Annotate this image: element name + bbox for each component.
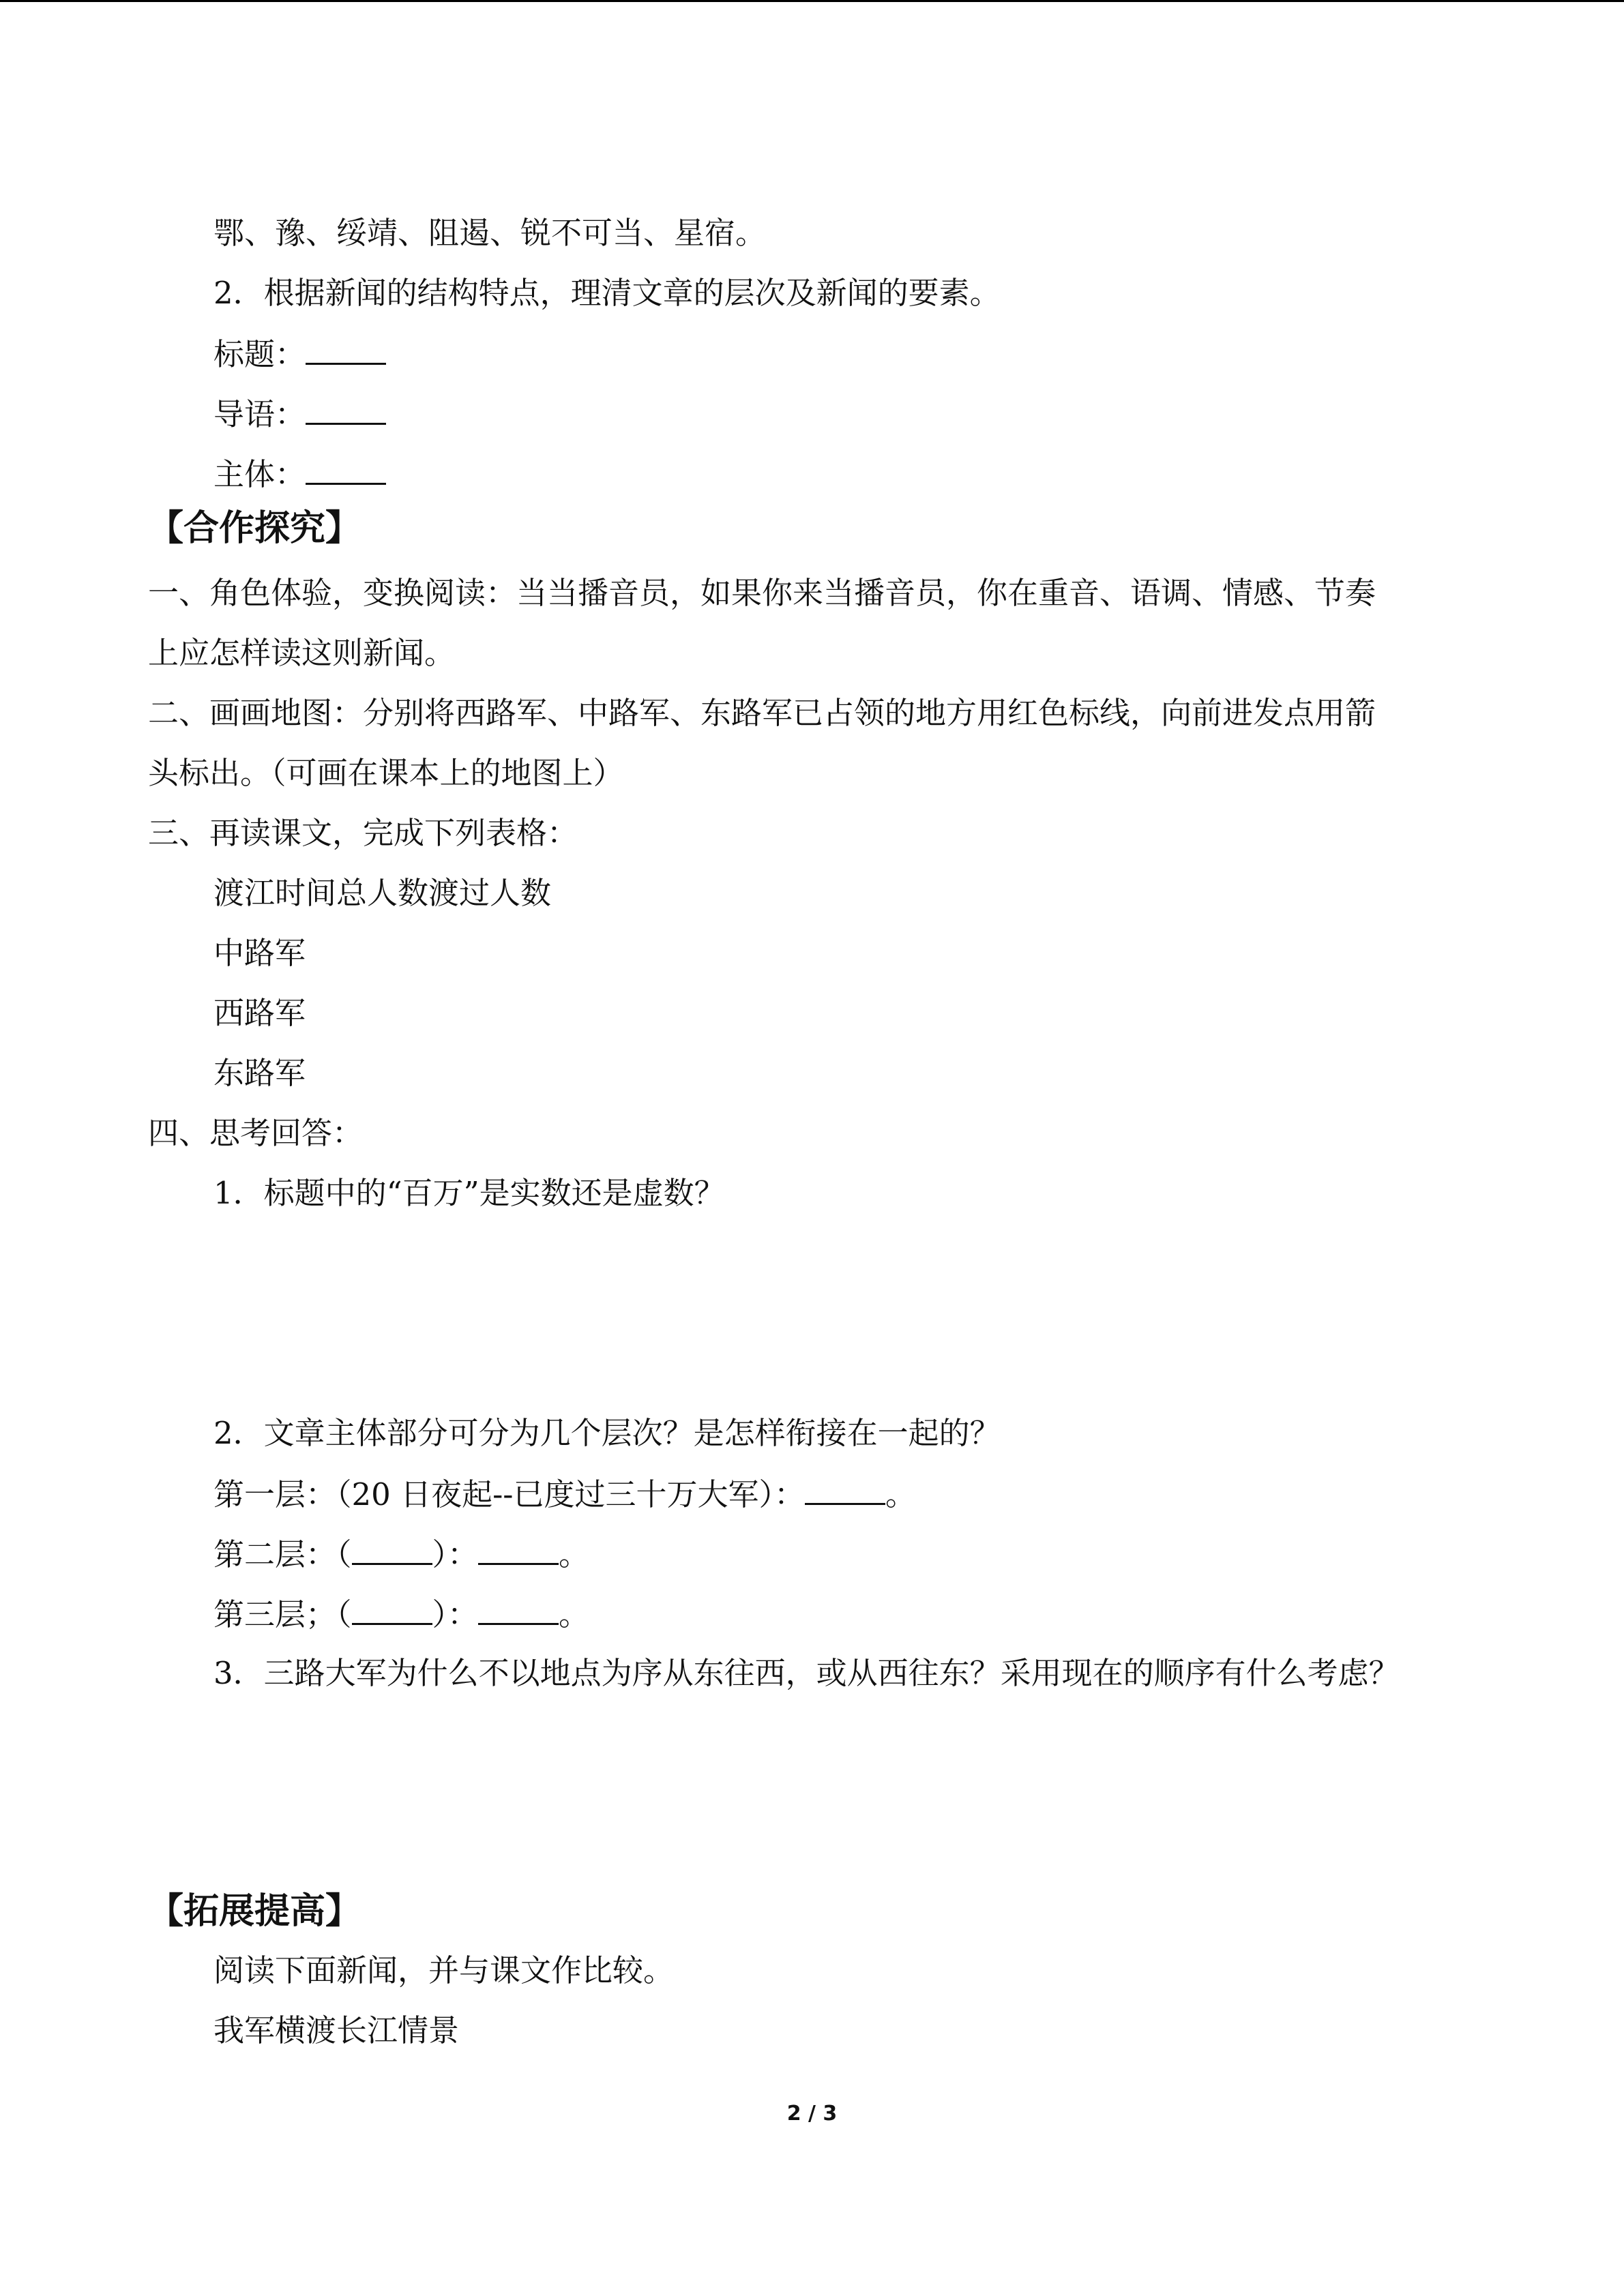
layer-3-text: 第三层；（ xyxy=(213,1596,352,1632)
section-heading-extension: 【拓展提高】 xyxy=(148,1891,361,1932)
layer-1-line xyxy=(213,1473,916,1514)
layer-1-blank[interactable] xyxy=(805,1473,885,1505)
layer-3-line xyxy=(213,1593,589,1634)
extension-article-title: 我军横渡长江情景 xyxy=(213,2012,460,2048)
question-2-prompt: 2．根据新闻的结构特点，理清文章的层次及新闻的要素。 xyxy=(213,275,1001,311)
task-2-line-a: 二、画画地图：分别将西路军、中路军、东路军已占领的地方用红色标线，向前进发点用箭 xyxy=(148,695,1376,731)
layer-2-mid: ）： xyxy=(432,1536,479,1572)
body-label: 主体： xyxy=(213,456,306,492)
title-label: 标题： xyxy=(213,336,306,372)
title-blank[interactable] xyxy=(306,333,386,365)
layer-1-text: 第一层：（20 日夜起--已度过三十万大军）： xyxy=(213,1476,805,1512)
layer-2-text: 第二层：（ xyxy=(213,1536,352,1572)
layer-3-mid: ）： xyxy=(432,1596,479,1632)
table-row-eastern-army: 东路军 xyxy=(213,1055,306,1091)
layer-1-end: 。 xyxy=(885,1476,916,1512)
layer-3-end: 。 xyxy=(559,1596,590,1632)
task-1-line-a: 一、角色体验，变换阅读：当当播音员，如果你来当播音员，你在重音、语调、情感、节奏 xyxy=(148,575,1376,611)
table-row-central-army: 中路军 xyxy=(213,935,306,971)
lead-label: 导语： xyxy=(213,396,306,432)
question-4-3: 3．三路大军为什么不以地点为序从东往西，或从西往东？采用现在的顺序有什么考虑？ xyxy=(213,1655,1400,1691)
question-4-1: 1．标题中的“百万”是实数还是虚数？ xyxy=(213,1175,725,1211)
title-fill-line xyxy=(213,333,386,374)
layer-2-range-blank[interactable] xyxy=(352,1533,432,1565)
vocab-list-line: 鄂、豫、绥靖、阻遏、锐不可当、星宿。 xyxy=(213,215,767,251)
layer-3-range-blank[interactable] xyxy=(352,1593,432,1625)
layer-2-end: 。 xyxy=(559,1536,590,1572)
lead-fill-line xyxy=(213,393,386,434)
task-1-line-b: 上应怎样读这则新闻。 xyxy=(148,635,456,671)
task-4-prompt: 四、思考回答： xyxy=(148,1115,364,1151)
task-3-prompt: 三、再读课文，完成下列表格： xyxy=(148,815,578,851)
task-2-line-b: 头标出。（可画在课本上的地图上） xyxy=(148,755,624,791)
extension-instruction: 阅读下面新闻，并与课文作比较。 xyxy=(213,1952,675,1988)
table-header-row: 渡江时间总人数渡过人数 xyxy=(213,875,552,911)
page-number: 2 / 3 xyxy=(786,2102,838,2126)
table-row-western-army: 西路军 xyxy=(213,995,306,1031)
layer-2-summary-blank[interactable] xyxy=(478,1533,559,1565)
body-blank[interactable] xyxy=(306,453,386,485)
body-fill-line xyxy=(213,453,386,494)
layer-3-summary-blank[interactable] xyxy=(478,1593,559,1625)
question-4-2: 2．文章主体部分可分为几个层次？是怎样衔接在一起的？ xyxy=(213,1415,1001,1451)
lead-blank[interactable] xyxy=(306,393,386,425)
layer-2-line xyxy=(213,1533,589,1574)
section-heading-cooperation: 【合作探究】 xyxy=(148,508,361,549)
